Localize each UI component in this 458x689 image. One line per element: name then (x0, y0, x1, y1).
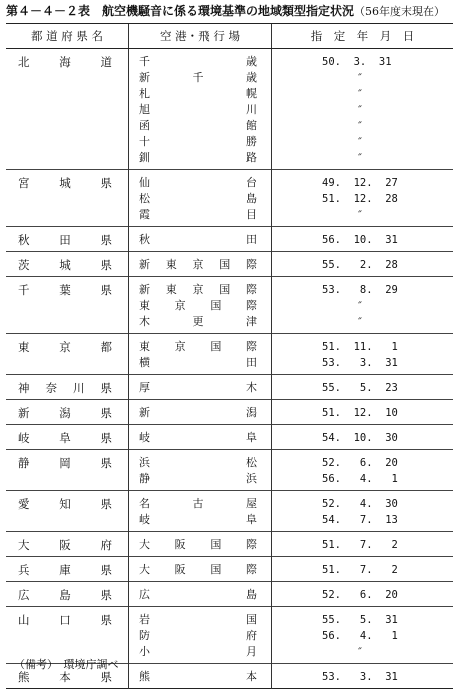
airport-char: 熊 (139, 670, 150, 683)
prefecture-cell (6, 400, 129, 425)
designation-date: 56. 10. 31 (322, 234, 398, 246)
prefecture-cell (6, 49, 129, 170)
prefecture-name (6, 375, 128, 396)
airport-cell (129, 425, 272, 450)
airport-char: 際 (246, 258, 257, 271)
prefecture-name (6, 170, 128, 191)
prefecture-name (6, 557, 128, 578)
prefecture-cell (6, 532, 129, 557)
date-cell (272, 557, 454, 582)
airport-char: 歳 (246, 55, 257, 68)
airport-char: 東 (139, 299, 150, 312)
airport-name (139, 134, 257, 150)
prefecture-cell (6, 277, 129, 334)
airport-name (139, 314, 257, 330)
airport-char: 秋 (139, 233, 150, 246)
airport-name (139, 405, 257, 421)
airport-char: 新 (139, 406, 150, 419)
airport-char: 際 (245, 538, 257, 551)
designation-date: ″ (358, 646, 362, 658)
table-row (6, 400, 453, 425)
prefecture-char: 県 (100, 613, 112, 627)
designation-table (6, 23, 453, 689)
prefecture-char: 道 (100, 55, 112, 69)
prefecture-cell (6, 170, 129, 227)
date-cell (272, 227, 454, 252)
prefecture-name (6, 252, 128, 273)
table-body (6, 49, 453, 689)
prefecture-char: 新 (18, 406, 30, 420)
airport-name (139, 150, 257, 166)
header-row (6, 24, 453, 49)
airport-name (139, 512, 257, 528)
designation-date: 50. 3. 31 (322, 56, 392, 68)
airport-char: 府 (246, 629, 257, 642)
airport-char: 岩 (139, 613, 150, 626)
date-cell (272, 425, 454, 450)
airport-name (139, 587, 257, 603)
prefecture-name (6, 334, 128, 355)
prefecture-char: 神 (18, 381, 30, 395)
table-row (6, 227, 453, 252)
designation-date: ″ (358, 72, 362, 84)
date-cell (272, 400, 454, 425)
airport-char: 小 (139, 645, 150, 658)
prefecture-char: 島 (59, 588, 71, 602)
prefecture-name (6, 425, 128, 446)
airport-char: 際 (245, 299, 257, 312)
footer-note: （備考） 環境庁調べ (14, 658, 119, 671)
airport-char: 十 (139, 135, 150, 148)
designation-date: ″ (358, 209, 362, 221)
airport-name (139, 70, 257, 86)
airport-char: 歳 (246, 71, 257, 84)
airport-name (139, 339, 257, 355)
airport-char: 岐 (139, 431, 150, 444)
airport-name (139, 191, 257, 207)
airport-char: 東 (165, 283, 177, 296)
airport-char: 松 (139, 192, 150, 205)
table-title (6, 2, 456, 22)
prefecture-char: 本 (59, 670, 71, 684)
airport-char: 潟 (246, 406, 257, 419)
airport-cell (129, 400, 272, 425)
prefecture-char: 知 (59, 497, 71, 511)
airport-char: 際 (245, 563, 257, 576)
prefecture-char: 県 (100, 456, 112, 470)
designation-date: 54. 10. 30 (322, 432, 398, 444)
prefecture-char: 川 (73, 381, 85, 395)
table-row (6, 425, 453, 450)
designation-date: 54. 7. 13 (322, 514, 398, 526)
table-row (6, 532, 453, 557)
airport-cell (129, 557, 272, 582)
table-row (6, 49, 453, 170)
airport-name (139, 644, 257, 660)
airport-char: 千 (192, 71, 204, 84)
airport-char: 古 (192, 497, 204, 510)
prefecture-char: 東 (18, 340, 30, 354)
date-cell (272, 491, 454, 532)
airport-char: 館 (246, 119, 257, 132)
airport-char: 京 (192, 258, 204, 271)
airport-char: 田 (246, 233, 257, 246)
airport-name (139, 298, 257, 314)
airport-char: 新 (139, 71, 150, 84)
designation-date: ″ (358, 300, 362, 312)
airport-cell (129, 532, 272, 557)
airport-char: 釧 (139, 151, 150, 164)
designation-date: 53. 3. 31 (322, 671, 398, 683)
prefecture-name (6, 491, 128, 512)
table-row (6, 334, 453, 375)
airport-char: 松 (246, 456, 257, 469)
table-row (6, 557, 453, 582)
airport-char: 厚 (139, 381, 150, 394)
prefecture-char: 阜 (59, 431, 71, 445)
prefecture-name (6, 400, 128, 421)
airport-cell (129, 491, 272, 532)
airport-char: 防 (139, 629, 150, 642)
airport-name (139, 102, 257, 118)
prefecture-char: 千 (18, 283, 30, 297)
designation-date: 55. 2. 28 (322, 259, 398, 271)
airport-char: 本 (246, 670, 257, 683)
prefecture-char: 大 (18, 538, 30, 552)
airport-char: 島 (246, 192, 257, 205)
prefecture-char: 県 (100, 431, 112, 445)
airport-name (139, 86, 257, 102)
table-row (6, 170, 453, 227)
airport-name (139, 471, 257, 487)
prefecture-char: 熊 (18, 670, 30, 684)
prefecture-char: 阪 (59, 538, 71, 552)
airport-char: 阪 (174, 563, 186, 576)
prefecture-char: 府 (100, 538, 112, 552)
prefecture-char: 茨 (18, 258, 30, 272)
airport-name (139, 669, 257, 685)
airport-char: 国 (210, 340, 222, 353)
prefecture-char: 北 (18, 55, 30, 69)
airport-char: 木 (246, 381, 257, 394)
prefecture-name (6, 607, 128, 628)
prefecture-char: 山 (18, 613, 30, 627)
airport-char: 大 (139, 538, 150, 551)
prefecture-char: 県 (100, 233, 112, 247)
airport-name (139, 628, 257, 644)
airport-char: 島 (246, 588, 257, 601)
prefecture-char: 城 (59, 176, 71, 190)
airport-char: 国 (219, 258, 231, 271)
prefecture-char: 岡 (59, 456, 71, 470)
airport-char: 更 (192, 315, 204, 328)
designation-date: ″ (358, 136, 362, 148)
table-row (6, 607, 453, 664)
prefecture-cell (6, 252, 129, 277)
airport-cell (129, 334, 272, 375)
airport-char: 旭 (139, 103, 150, 116)
date-cell (272, 664, 454, 689)
prefecture-cell (6, 491, 129, 532)
date-cell (272, 170, 454, 227)
prefecture-char: 県 (100, 670, 112, 684)
prefecture-char: 田 (59, 233, 71, 247)
airport-cell (129, 49, 272, 170)
prefecture-char: 県 (100, 406, 112, 420)
date-cell (272, 375, 454, 400)
airport-char: 京 (174, 340, 186, 353)
airport-cell (129, 582, 272, 607)
airport-cell (129, 450, 272, 491)
airport-name (139, 207, 257, 223)
airport-char: 新 (139, 258, 150, 271)
prefecture-name (6, 277, 128, 298)
prefecture-cell (6, 425, 129, 450)
airport-char: 札 (139, 87, 150, 100)
prefecture-char: 宮 (18, 176, 30, 190)
prefecture-cell (6, 450, 129, 491)
prefecture-cell (6, 227, 129, 252)
title-note: （56年度末現在） (354, 5, 446, 18)
airport-name (139, 54, 257, 70)
airport-char: 新 (139, 283, 150, 296)
airport-char: 京 (174, 299, 186, 312)
prefecture-char: 県 (100, 176, 112, 190)
prefecture-name (6, 450, 128, 471)
airport-char: 阪 (174, 538, 186, 551)
airport-char: 川 (246, 103, 257, 116)
designation-date: ″ (358, 104, 362, 116)
designation-date: 56. 4. 1 (322, 473, 398, 485)
date-cell (272, 334, 454, 375)
date-cell (272, 49, 454, 170)
airport-char: 幌 (246, 87, 257, 100)
designation-date: 52. 6. 20 (322, 589, 398, 601)
airport-name (139, 430, 257, 446)
designation-date: ″ (358, 316, 362, 328)
prefecture-char: 葉 (59, 283, 71, 297)
designation-date: 53. 3. 31 (322, 357, 398, 369)
airport-name (139, 562, 257, 578)
airport-cell (129, 375, 272, 400)
prefecture-cell (6, 375, 129, 400)
airport-char: 岐 (139, 513, 150, 526)
airport-char: 国 (246, 613, 257, 626)
prefecture-char: 奈 (45, 381, 57, 395)
prefecture-cell (6, 557, 129, 582)
airport-char: 月 (246, 645, 257, 658)
prefecture-char: 岐 (18, 431, 30, 445)
designation-date: 52. 6. 20 (322, 457, 398, 469)
table-row (6, 582, 453, 607)
prefecture-char: 庫 (59, 563, 71, 577)
airport-char: 阜 (246, 513, 257, 526)
table-row (6, 277, 453, 334)
prefecture-char: 愛 (18, 497, 30, 511)
airport-name (139, 380, 257, 396)
airport-char: 名 (139, 497, 150, 510)
prefecture-char: 県 (100, 497, 112, 511)
airport-name (139, 537, 257, 553)
airport-cell (129, 227, 272, 252)
table-row (6, 375, 453, 400)
date-cell (272, 582, 454, 607)
airport-char: 千 (139, 55, 150, 68)
airport-char: 静 (139, 472, 150, 485)
airport-char: 国 (210, 563, 222, 576)
airport-char: 際 (246, 283, 257, 296)
airport-char: 国 (219, 283, 231, 296)
airport-char: 田 (246, 356, 257, 369)
airport-char: 目 (246, 208, 257, 221)
airport-cell (129, 664, 272, 689)
date-cell (272, 532, 454, 557)
airport-char: 函 (139, 119, 150, 132)
airport-char: 路 (246, 151, 257, 164)
designation-date: 55. 5. 23 (322, 382, 398, 394)
airport-char: 仙 (139, 176, 150, 189)
prefecture-char: 県 (100, 563, 112, 577)
airport-char: 木 (139, 315, 150, 328)
prefecture-cell (6, 607, 129, 664)
airport-name (139, 455, 257, 471)
header-airport: 空 港・飛 行 場 (129, 24, 272, 49)
airport-char: 東 (165, 258, 177, 271)
airport-cell (129, 252, 272, 277)
prefecture-char: 都 (100, 340, 112, 354)
prefecture-char: 兵 (18, 563, 30, 577)
date-cell (272, 607, 454, 664)
airport-char: 勝 (246, 135, 257, 148)
airport-char: 台 (246, 176, 257, 189)
airport-char: 屋 (246, 497, 257, 510)
designation-date: 51. 12. 28 (322, 193, 398, 205)
date-cell (272, 252, 454, 277)
table-row (6, 450, 453, 491)
designation-date: 56. 4. 1 (322, 630, 398, 642)
prefecture-char: 城 (59, 258, 71, 272)
designation-date: 52. 4. 30 (322, 498, 398, 510)
prefecture-char: 県 (100, 258, 112, 272)
title-main: 第４－４－２表 航空機騒音に係る環境基準の地域類型指定状況 (6, 4, 355, 18)
table-row (6, 491, 453, 532)
prefecture-name (6, 532, 128, 553)
prefecture-name (6, 49, 128, 70)
header-date: 指 定 年 月 日 (272, 24, 454, 49)
prefecture-cell (6, 334, 129, 375)
designation-date: 51. 7. 2 (322, 564, 398, 576)
airport-name (139, 118, 257, 134)
designation-date: 51. 12. 10 (322, 407, 398, 419)
airport-char: 浜 (246, 472, 257, 485)
prefecture-char: 県 (100, 381, 112, 395)
airport-char: 霞 (139, 208, 150, 221)
prefecture-char: 京 (59, 340, 71, 354)
airport-name (139, 175, 257, 191)
airport-name (139, 257, 257, 273)
airport-cell (129, 170, 272, 227)
airport-char: 京 (192, 283, 204, 296)
prefecture-char: 県 (100, 588, 112, 602)
date-cell (272, 450, 454, 491)
designation-date: ″ (358, 88, 362, 100)
prefecture-name (6, 227, 128, 248)
prefecture-char: 広 (18, 588, 30, 602)
airport-name (139, 612, 257, 628)
airport-name (139, 496, 257, 512)
airport-char: 横 (139, 356, 150, 369)
airport-char: 東 (139, 340, 150, 353)
designation-date: 55. 5. 31 (322, 614, 398, 626)
airport-char: 津 (246, 315, 257, 328)
designation-date: 49. 12. 27 (322, 177, 398, 189)
designation-date: 51. 11. 1 (322, 341, 398, 353)
prefecture-char: 静 (18, 456, 30, 470)
airport-char: 広 (139, 588, 150, 601)
airport-char: 国 (210, 299, 222, 312)
airport-cell (129, 277, 272, 334)
airport-cell (129, 607, 272, 664)
airport-name (139, 355, 257, 371)
prefecture-char: 秋 (18, 233, 30, 247)
airport-char: 浜 (139, 456, 150, 469)
prefecture-char: 潟 (59, 406, 71, 420)
header-prefecture: 都 道 府 県 名 (6, 24, 129, 49)
airport-char: 際 (245, 340, 257, 353)
prefecture-char: 海 (59, 55, 71, 69)
airport-char: 国 (210, 538, 222, 551)
prefecture-cell (6, 582, 129, 607)
designation-date: ″ (358, 120, 362, 132)
table-row (6, 252, 453, 277)
airport-char: 大 (139, 563, 150, 576)
prefecture-char: 口 (59, 613, 71, 627)
date-cell (272, 277, 454, 334)
airport-name (139, 282, 257, 298)
airport-char: 阜 (246, 431, 257, 444)
designation-date: 53. 8. 29 (322, 284, 398, 296)
designation-date: 51. 7. 2 (322, 539, 398, 551)
airport-name (139, 232, 257, 248)
designation-date: ″ (358, 152, 362, 164)
prefecture-char: 県 (100, 283, 112, 297)
prefecture-name (6, 582, 128, 603)
